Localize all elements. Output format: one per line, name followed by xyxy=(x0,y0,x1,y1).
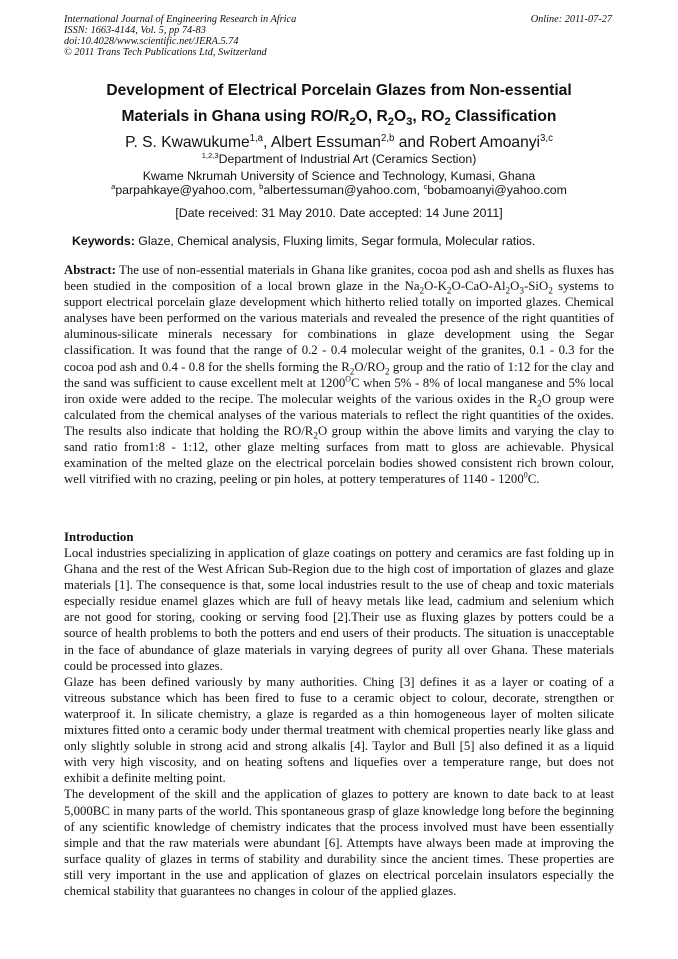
affiliation-university: Kwame Nkrumah University of Science and Technology, Kumasi, Ghana xyxy=(142,169,536,183)
keywords-label: Keywords: xyxy=(72,234,135,248)
paper-title-line-2: Materials in Ghana using $RO/R_2O$, $R_2O_3$, $RO_2$ Classification xyxy=(121,108,557,129)
copyright-line: © 2011 Trans Tech Publications Ltd, Switzerland xyxy=(64,47,267,58)
journal-name: International Journal of Engineering Research in Africa xyxy=(64,14,297,25)
affiliation-department: $^{1,2,3}$Department of Industrial Art (Ceramics Section) xyxy=(201,150,477,166)
journal-header xyxy=(64,14,296,58)
doi-line: doi:10.4028/www.scientific.net/JERA.5.74 xyxy=(64,36,239,47)
intro-paragraph-3: The development of the skill and the application of glazes to pottery are known to date back to at least 5,000BC in many parts of the world. This spontaneous grasp of glaze knowledge long before the beginning of any scientific knowledge of chemistry indicates that the process involved must have been essentially simple and that the raw materials were abundant [6]. Attempts have always been made at improving the surface quality of glazes in terms of stability and durability since the ancient times. These properties are still very important in the use and application of glazes on electrical porcelain insulators especially the chemical stability that guarantees no changes in colour of the applied glazes. xyxy=(64,787,614,898)
abstract-label: Abstract: xyxy=(64,263,116,277)
intro-paragraph-1: Local industries specializing in application of glaze coatings on pottery and ceramics are fast folding up in Ghana and the rest of the West African Sub-Region due to the high cost of importation of glazes and glaze materials [1]. The consequence is that, some local industries result to the use of cheap and toxic materials especially residue enamel glazes which are full of heavy metals like lead, cadmium and selenium which are not good for storing, cooking or serving food [2].Their use as fluxing glazes by potters could be a source of health problems to both the potters and end users of their products. The situation is unacceptable in the face of abundance of glaze materials in varying degrees of purity all over Ghana. These materials could be processed into glazes. xyxy=(64,546,614,673)
received-accepted-dates: [Date received: 31 May 2010. Date accepted: 14 June 2011] xyxy=(175,206,503,220)
author-list: P. S. Kwawukume$^{1,a}$, Albert Essuman$^{2,b}$ and Robert Amoanyi$^{3,c}$ xyxy=(125,132,553,151)
abstract: Abstract: The use of non-essential materials in Ghana like granites, cocoa pod ash and shells as fluxes has been studied in the composition of a local brown glaze in the $Na_2O-K_2O-CaO-Al_2O_3-SiO_2$ systems to support electrical porcelain glaze development which hitherto relied totally on imported glazes. Chemical analyses have been performed on the various materials and revealed the presence of the right quantities of aluminous-silicate minerals necessary for combinations in glaze development using the Segar classification. It was found that the range of 0.2 - 0.4 molecular weight of the granites, 0.1 - 0.3 for the cocoa pod ash and 0.4 - 0.8 for the shells forming the $R_2O/RO_2$ group and the ratio of 1:12 for the clay and the sand was sufficient to cause excellent melt at $1200^OC$ when 5% - 8% of local manganese and 5% local iron oxide were added to the recipe. The molecular weights of the various oxides in the $R_2O$ group were calculated from the chemical analyses of the various materials to reflect the right quantities of the oxides. The results also indicate that holding the $RO/R_2O$ group within the above limits and varying the clay to sand ratio from1:8 - 1:12, other glaze melting surfaces from matt to gloss are achievable. Physical examination of the melted glaze on the electrical porcelain bodies showed consistent rich brown colour, well vitrified with no crazing, peeling or pin holes, at pottery temperatures of 1140 - 1200$^0$C. xyxy=(64,263,615,487)
introduction-heading: Introduction xyxy=(64,530,134,544)
author-1: P. S. Kwawukume xyxy=(125,134,250,151)
introduction-body xyxy=(64,545,614,899)
email-link-3[interactable]: bobamoanyi@yahoo.com xyxy=(427,183,567,197)
author-3: and Robert Amoanyi xyxy=(394,134,541,151)
keywords xyxy=(72,234,535,248)
author-2: , Albert Essuman xyxy=(263,134,381,151)
intro-paragraph-2: Glaze has been defined variously by many authorities. Ching [3] defines it as a layer or coating of a vitreous substance which has been fired to fuse to a ceramic object to colour, decorate, strengthen or waterproof it. In silicate chemistry, a glaze is regarded as a thin homogeneous layer of molten silicate mixtures fitted onto a ceramic body under thermal treatment with chemical properties nearly like glass and only slightly soluble in strong acid and strong alkalis [4]. Taylor and Bull [5] also defined it as a liquid with very high viscosity, and on heating softens and liquefies over a temperature range, but does not exhibit a definite melting point. xyxy=(64,674,614,786)
paper-title-line-1: Development of Electrical Porcelain Glazes from Non-essential xyxy=(106,82,572,99)
keywords-text: Glaze, Chemical analysis, Fluxing limits, Segar formula, Molecular ratios. xyxy=(134,234,536,248)
author-emails: $^a$parpahkaye@yahoo.com, $^b$albertessuman@yahoo.com, $^c$bobamoanyi@yahoo.com xyxy=(111,181,567,197)
email-link-2[interactable]: albertessuman@yahoo.com, xyxy=(263,183,424,197)
online-date: Online: 2011-07-27 xyxy=(530,14,612,25)
email-link-1[interactable]: parpahkaye@yahoo.com, xyxy=(115,183,260,197)
issn-line: ISSN: 1663-4144, Vol. 5, pp 74-83 xyxy=(64,25,206,36)
